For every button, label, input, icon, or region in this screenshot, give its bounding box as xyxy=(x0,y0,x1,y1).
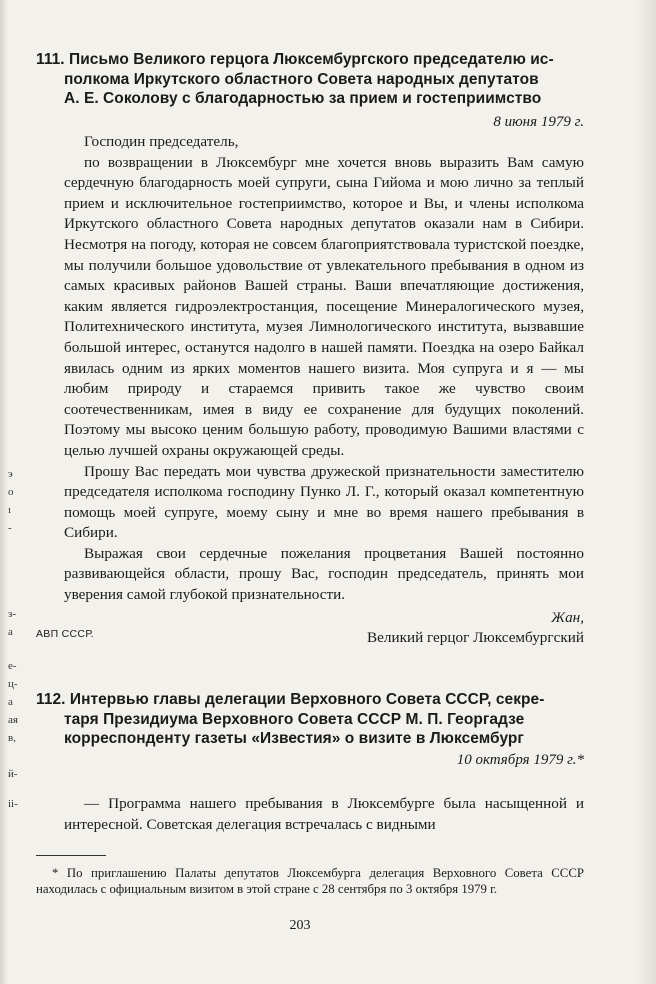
margin-fragment: - xyxy=(8,522,12,534)
doc111-salutation: Господин председатель, xyxy=(84,133,239,150)
doc111-archive-ref: АВП СССР. xyxy=(36,628,94,640)
doc111-title-line: Письмо Великого герцога Люксембургского председателю ис- xyxy=(69,51,554,68)
margin-fragment: ая xyxy=(8,714,18,726)
doc111-number: 111. xyxy=(36,51,65,68)
page-number: 203 xyxy=(289,918,311,933)
doc111-paragraph-1: по возвращении в Люксембург мне хочется вновь выразить Вам самую сердечную благодарность моей супруги, сына Гийома и мою лично за теплый прием и исключительное гостеприимство, которое и Вы, и члены исполкома Иркутского областного Совета народных депутатов оказали нам в Сибири. Несмотря на погоду, которая не совсем благоприятствовала туристской поездке, мы получили большое удовольствие от увлекательного пребывания в одном из самых красивых районов Вашей страны. Ваши впечатляющие достижения, каким является гидроэлектростанция, посещение Минералогического музея, Политехнического института, музея Лимнологического института, вызвавшие большой интерес, останутся надолго в нашей памяти. Поездка на озеро Байкал явилась одним из ярких моментов нашего визита. Моя супруга и я — мы любим природу и стараемся привить такое же чувство своим соотечественникам, имея в виду ее сохранение для будущих поколений. Поэтому мы высоко ценим большую работу, проводимую Вашими властями с целью лучшей охраны окружающей среды. xyxy=(64,153,584,459)
doc111-signature-title: Великий герцог Люксембургский xyxy=(367,629,584,647)
margin-fragments-top xyxy=(8,468,28,540)
page-right-shadow xyxy=(636,0,656,984)
margin-fragment: э xyxy=(8,468,13,480)
doc111-date: 8 июня 1979 г. xyxy=(493,114,584,130)
margin-fragment: о xyxy=(8,486,14,498)
doc112-date: 10 октября 1979 г.* xyxy=(456,752,584,768)
margin-fragment: з- xyxy=(8,608,17,620)
doc111-signature-name: Жан, xyxy=(551,608,584,626)
margin-fragment: ц- xyxy=(8,678,18,690)
margin-fragment: ı xyxy=(8,504,12,516)
margin-fragments-middle xyxy=(8,608,28,644)
margin-fragments-bottom2 xyxy=(8,798,28,816)
doc111-title-line: полкома Иркутского областного Совета народных депутатов xyxy=(64,70,539,88)
doc111-title-line: А. Е. Соколову с благодарностью за прием и гостеприимство xyxy=(64,90,542,107)
doc111-paragraph-2: Прошу Вас передать мои чувства дружеской признательности заместителю председателя исполкома господину Пунко Л. Г., который оказал компетентную помощь моей супруге, моему сыну и мне во время нашего пребывания в Сибири. xyxy=(64,462,584,542)
margin-fragments-bottom xyxy=(8,768,28,786)
footnote: * По приглашению Палаты депутатов Люксембурга делегация Верховного Совета СССР находилась с официальным визитом в этой стране с 28 сентября по 3 октября 1979 г. xyxy=(36,866,584,896)
doc111-title xyxy=(36,50,584,109)
margin-fragment: й- xyxy=(8,768,18,780)
margin-fragment: ii- xyxy=(8,798,18,810)
doc112-title-line: таря Президиума Верховного Совета СССР М. П. Георгадзе xyxy=(64,710,525,728)
doc112-number: 112. xyxy=(36,691,66,708)
doc111-paragraph-3: Выражая свои сердечные пожелания процветания Вашей постоянно развивающейся области, прошу Вас, господин председатель, принять мои уверения самой глубокой признательности. xyxy=(64,544,584,604)
doc112-body xyxy=(64,794,584,835)
doc112-paragraph-1: — Программа нашего пребывания в Люксембурге была насыщенной и интересной. Советская делегация встречалась с видными xyxy=(64,795,584,833)
margin-fragment: а xyxy=(8,626,13,638)
doc111-body xyxy=(64,132,584,649)
doc112-title-line: Интервью главы делегации Верховного Совета СССР, секре- xyxy=(69,691,545,708)
doc112-title-line: корреспонденту газеты «Известия» о визите в Люксембург xyxy=(64,730,524,747)
margin-fragment: а xyxy=(8,696,13,708)
doc112-heading xyxy=(36,690,584,749)
margin-fragment: е- xyxy=(8,660,17,672)
doc112-title xyxy=(36,690,584,749)
margin-fragments-lower xyxy=(8,660,28,750)
margin-fragment: в, xyxy=(8,732,16,744)
page-binding-edge xyxy=(0,0,8,984)
doc111-heading xyxy=(36,50,584,109)
footnote-divider xyxy=(36,855,106,856)
